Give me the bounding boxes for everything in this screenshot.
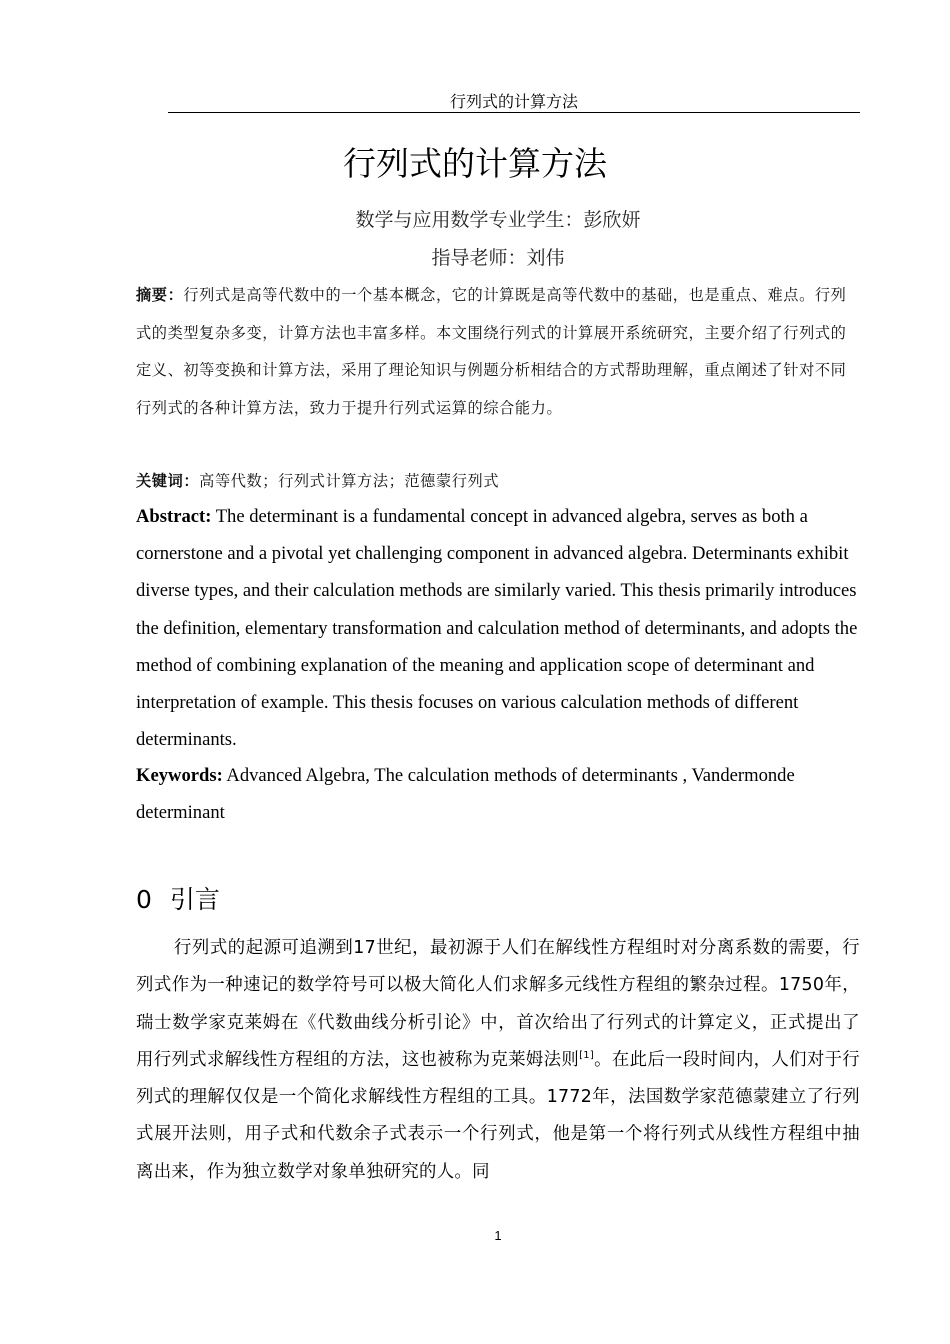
- section-title: 引言: [169, 885, 220, 914]
- chinese-keywords: [136, 465, 860, 497]
- english-keywords-label: Keywords:: [136, 765, 223, 786]
- chinese-keywords-text: 高等代数；行列式计算方法；范德蒙行列式: [199, 472, 500, 490]
- citation-link[interactable]: [1]: [579, 1049, 595, 1061]
- section-number: 0: [136, 885, 152, 914]
- intro-paragraph: [136, 930, 860, 1191]
- english-abstract-label: Abstract:: [136, 506, 212, 527]
- chinese-abstract-text: 行列式是高等代数中的一个基本概念，它的计算既是高等代数中的基础，也是重点、难点。行列式的类型复杂多变，计算方法也丰富多样。本文围绕行列式的计算展开系统研究，主要介绍了行列式的定义、初等变换和计算方法，采用了理论知识与例题分析相结合的方式帮助理解，重点阐述了针对不同行列式的各种计算方法，致力于提升行列式运算的综合能力。: [136, 286, 847, 417]
- english-keywords-text: Advanced Algebra, The calculation methods of determinants , Vandermonde determinant: [136, 765, 795, 823]
- advisor-line: 指导老师：刘伟: [431, 247, 565, 269]
- page-number: 1: [494, 1228, 502, 1243]
- chinese-keywords-label: 关键词：: [136, 472, 200, 490]
- intro-text-part2: 。在此后一段时间内，人们对于行列式的理解仅仅是一个简化求解线性方程组的工具。1772年，法国数学家范德蒙建立了行列式展开法则，用子式和代数余子式表示一个行列式，他是第一个将行列式从线性方程组中抽离出来，作为独立数学对象单独研究的人。同: [136, 1049, 860, 1182]
- section-heading: [136, 882, 220, 918]
- english-abstract-text: The determinant is a fundamental concept in advanced algebra, serves as both a cornerstone and a pivotal yet challenging component in advanced algebra. Determinants exhibit diverse types, and their calculation methods are similarly varied. This thesis primarily introduces the definition, elementary transformation and calculation method of determinants, and adopts the method of combining explanation of the meaning and application scope of determinant and interpretation of example. This thesis focuses on various calculation methods of different determinants.: [136, 506, 858, 751]
- running-header: 行列式的计算方法: [449, 92, 578, 111]
- paper-title: 行列式的计算方法: [343, 144, 607, 183]
- author-line: 数学与应用数学专业学生：彭欣妍: [355, 209, 641, 231]
- header-rule: [168, 112, 860, 113]
- chinese-abstract-label: 摘要：: [136, 286, 184, 304]
- english-abstract: [136, 498, 860, 758]
- english-keywords: [136, 758, 860, 831]
- chinese-abstract: [136, 277, 860, 427]
- intro-text-part1: 行列式的起源可追溯到17世纪，最初源于人们在解线性方程组时对分离系数的需要，行列式作为一种速记的数学符号可以极大简化人们求解多元线性方程组的繁杂过程。1750年，瑞士数学家克莱姆在《代数曲线分析引论》中，首次给出了行列式的计算定义，正式提出了用行列式求解线性方程组的方法，这也被称为克莱姆法则: [136, 938, 860, 1070]
